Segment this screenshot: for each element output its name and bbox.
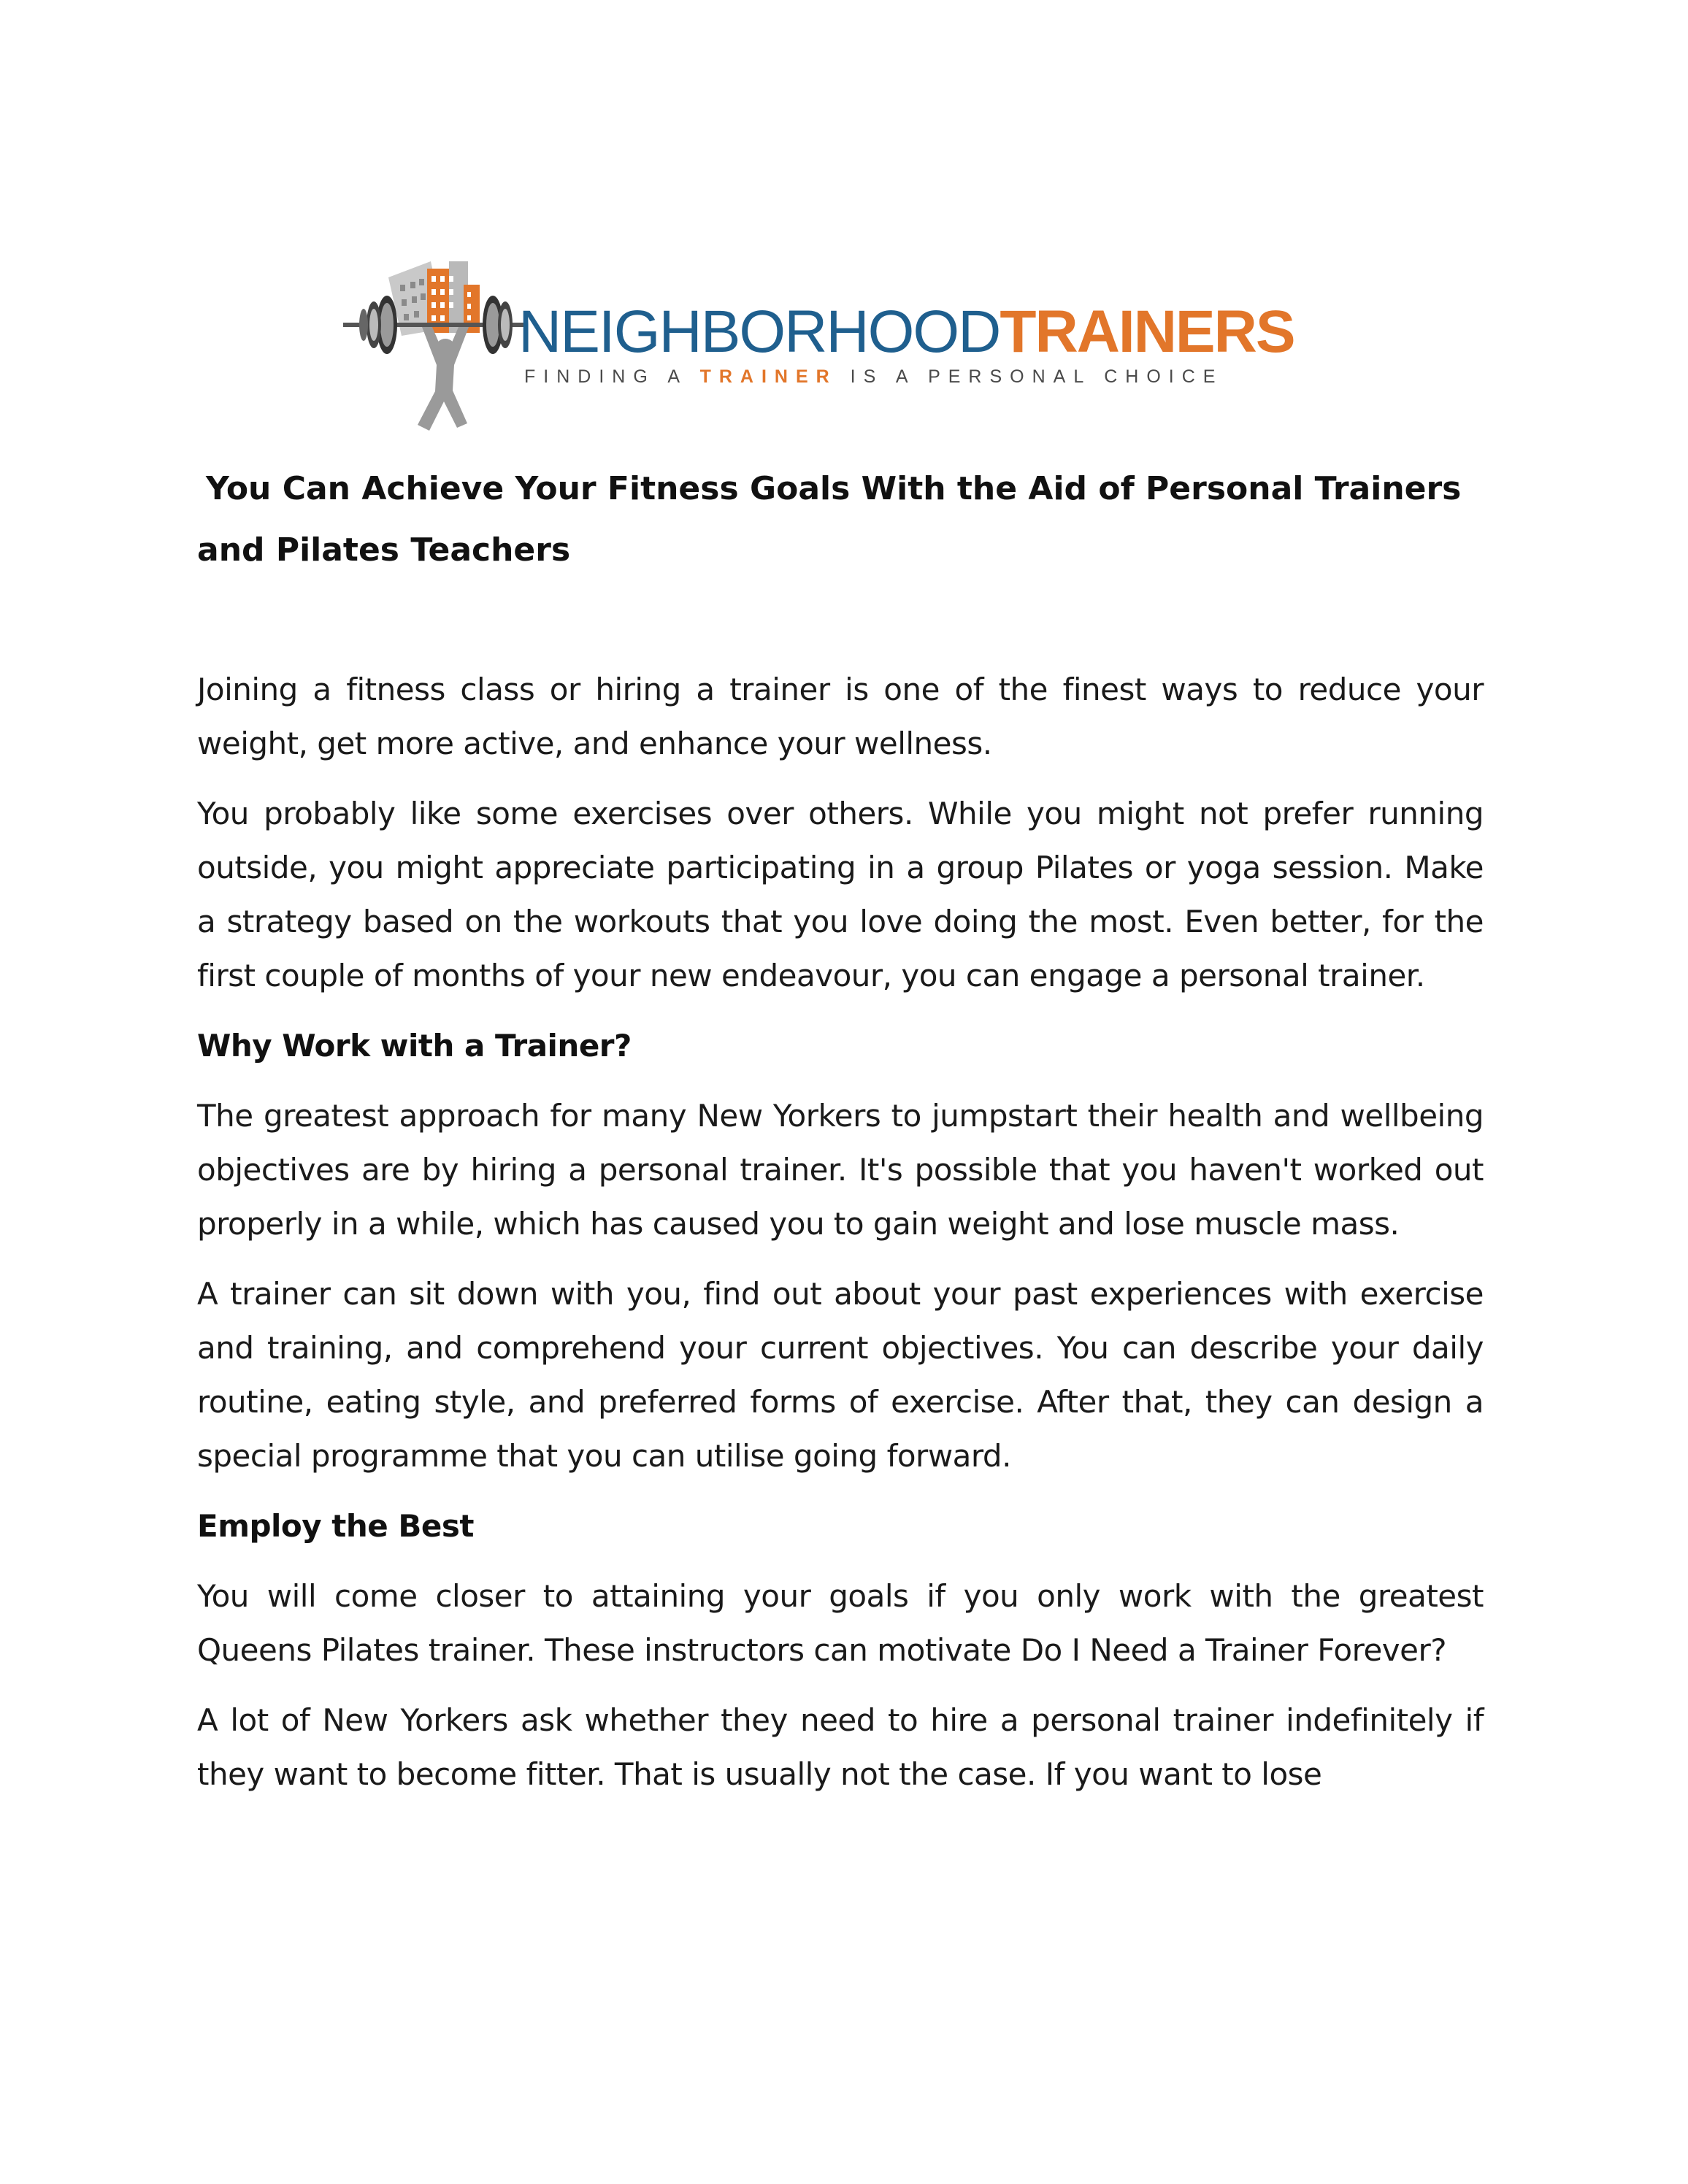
subheading-why-work-with-trainer: Why Work with a Trainer? xyxy=(197,1028,632,1064)
article xyxy=(197,458,1484,1818)
article-title-continued xyxy=(197,520,1484,581)
paragraph-queens-pilates: You will come closer to attaining your goals if you only work with the greatest Queens Pilates trainer. These instructors can motivate Do I Need a Trainer Forever? xyxy=(197,1578,1484,1668)
weightlifter-logo-icon xyxy=(343,255,526,438)
logo-tagline-part1: FINDING A xyxy=(524,366,700,387)
article-title xyxy=(197,458,1484,520)
paragraph-trainer-forever: A lot of New Yorkers ask whether they need to hire a personal trainer indefinitely if they want to become fitter. That is usually not the case. If you want to lose xyxy=(197,1702,1484,1792)
neighborhood-trainers-logo xyxy=(343,255,1294,438)
logo-tagline xyxy=(518,366,1224,388)
subheading-employ-the-best: Employ the Best xyxy=(197,1508,474,1544)
paragraph-exercise-preference: You probably like some exercises over others. While you might not prefer running outside, you might appreciate participating in a group Pilates or yoga session. Make a strategy based on the workouts that you love doing the most. Even better, for the first couple of months of your new endeavour, you can engage a personal trainer. xyxy=(197,796,1484,993)
logo-name-part1: NEIGHBORHOOD xyxy=(518,299,1000,365)
logo-name xyxy=(518,299,1294,365)
logo-tagline-accent: TRAINER xyxy=(699,366,837,387)
logo-tagline-part2: IS A PERSONAL CHOICE xyxy=(837,366,1224,387)
logo-wordmark xyxy=(518,299,1294,388)
article-body xyxy=(197,663,1484,1802)
article-title-line1: You Can Achieve Your Fitness Goals With the Aid of Personal Trainers xyxy=(206,470,1462,507)
paragraph-new-yorkers-approach: The greatest approach for many New Yorkers to jumpstart their health and wellbeing objectives are by hiring a personal trainer. It's possible that you haven't worked out properly in a while, which has caused you to gain weight and lose muscle mass. xyxy=(197,1098,1484,1242)
paragraph-intro: Joining a fitness class or hiring a trainer is one of the finest ways to reduce your weight, get more active, and enhance your wellness. xyxy=(197,672,1484,761)
paragraph-trainer-sit-down: A trainer can sit down with you, find out about your past experiences with exercise and training, and comprehend your current objectives. You can describe your daily routine, eating style, and preferred forms of exercise. After that, they can design a special programme that you can utilise going forward. xyxy=(197,1276,1484,1474)
article-title-line2: and Pilates Teachers xyxy=(197,531,571,569)
logo-name-part2: TRAINERS xyxy=(1000,299,1294,365)
